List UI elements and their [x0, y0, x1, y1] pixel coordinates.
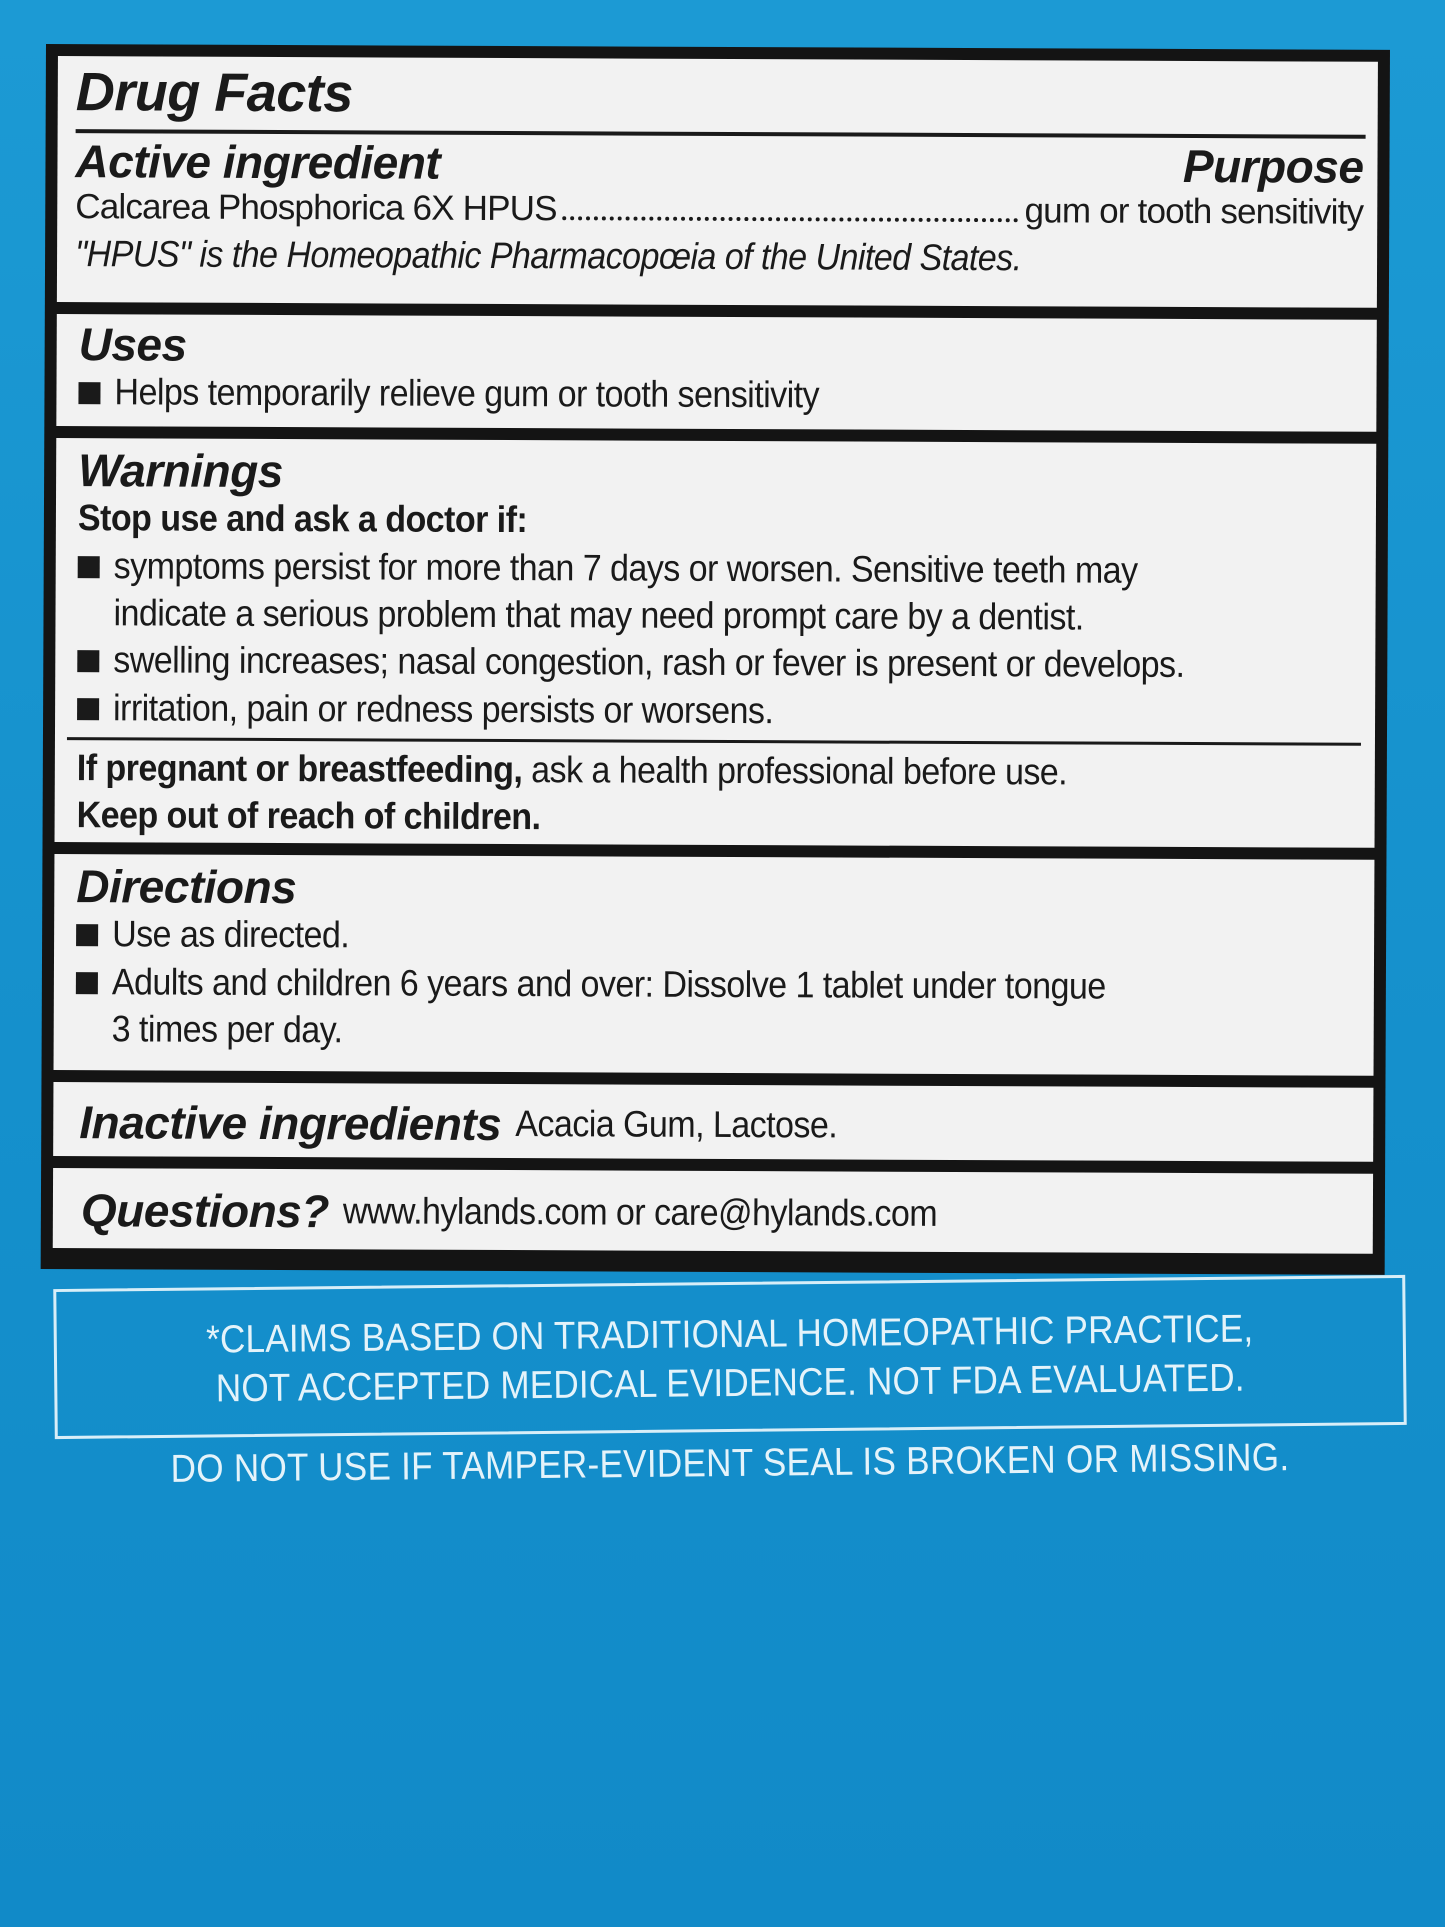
drug-facts-panel: [41, 44, 1390, 1275]
active-ingredient-heading: Active ingredient: [75, 134, 441, 189]
directions-section: [54, 854, 1375, 1076]
pregnancy-warning: [77, 744, 1258, 797]
bullet-square-icon: [76, 924, 98, 946]
hpus-note: "HPUS" is the Homeopathic Pharmacopœia of the United States.: [74, 232, 1022, 279]
claims-line-1: *CLAIMS BASED ON TRADITIONAL HOMEOPATHIC PRACTICE,: [205, 1307, 1254, 1362]
pregnancy-warning-text: ask a health professional before use.: [522, 749, 1068, 793]
claims-disclaimer-box: [53, 1275, 1406, 1439]
list-item: [76, 910, 1360, 963]
ingredient-purpose: gum or tooth sensitivity: [1024, 191, 1364, 232]
bullet-square-icon: [77, 698, 99, 720]
claims-line-2: NOT ACCEPTED MEDICAL EVIDENCE. NOT FDA EVALUATED.: [215, 1356, 1245, 1411]
inactive-ingredients-heading: Inactive ingredients: [79, 1095, 502, 1150]
bullet-square-icon: [77, 651, 99, 673]
list-item: [76, 958, 1360, 1011]
bullet-square-icon: [76, 972, 98, 994]
ingredient-name: Calcarea Phosphorica 6X HPUS: [75, 187, 557, 229]
list-item: [78, 368, 1362, 421]
uses-section: [56, 314, 1376, 432]
questions-heading: Questions?: [80, 1184, 330, 1238]
keep-out-warning: Keep out of reach of children.: [76, 794, 541, 838]
pregnancy-warning-bold: If pregnant or breastfeeding,: [76, 747, 523, 791]
drug-facts-title: Drug Facts: [75, 62, 353, 124]
warning-item-continued: indicate a serious problem that may need prompt care by a dentist.: [113, 592, 1084, 638]
warnings-section: [55, 438, 1377, 848]
ingredient-row: [75, 185, 1363, 235]
uses-item: Helps temporarily relieve gum or tooth sensitivity: [114, 371, 820, 416]
direction-item-continued: 3 times per day.: [111, 1008, 343, 1051]
list-item: [77, 684, 1361, 737]
inactive-ingredients-text: Acacia Gum, Lactose.: [515, 1103, 838, 1146]
active-ingredient-section: [57, 56, 1378, 308]
list-item: [78, 542, 1362, 595]
uses-heading: Uses: [78, 318, 187, 371]
inactive-ingredients-section: [53, 1082, 1373, 1162]
tamper-seal-notice: DO NOT USE IF TAMPER-EVIDENT SEAL IS BROKEN OR MISSING.: [170, 1436, 1290, 1491]
warning-item: irritation, pain or redness persists or worsens.: [113, 687, 774, 731]
purpose-heading: Purpose: [1182, 139, 1364, 193]
list-item-continuation: [77, 589, 1361, 642]
directions-heading: Directions: [76, 860, 297, 914]
direction-item: Use as directed.: [112, 913, 350, 956]
list-item: [77, 637, 1361, 690]
leader-dots: [563, 215, 1019, 222]
questions-contact: www.hylands.com or care@hylands.com: [342, 1190, 938, 1235]
list-item-continuation: [76, 1005, 1360, 1058]
warnings-heading: Warnings: [78, 444, 283, 498]
warning-item: symptoms persist for more than 7 days or worsen. Sensitive teeth may: [113, 544, 1138, 591]
warning-item: swelling increases; nasal congestion, rash or fever is present or develops.: [113, 639, 1185, 686]
bullet-square-icon: [78, 382, 100, 404]
direction-item: Adults and children 6 years and over: Dissolve 1 tablet under tongue: [111, 960, 1106, 1007]
active-ingredient-header-row: [75, 134, 1364, 193]
questions-section: [53, 1168, 1373, 1254]
bullet-square-icon: [78, 556, 100, 578]
stop-use-heading: Stop use and ask a doctor if:: [77, 497, 528, 541]
